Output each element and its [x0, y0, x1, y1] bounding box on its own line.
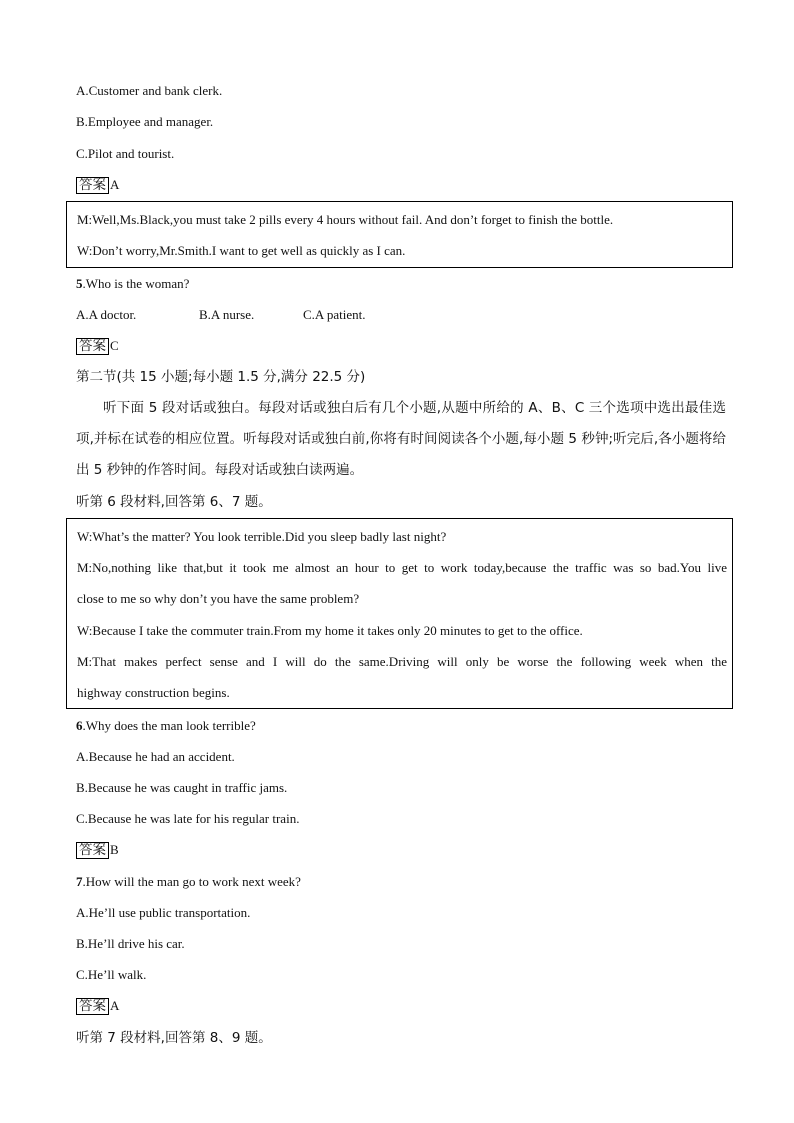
transcript-box-6: [66, 518, 733, 709]
question-number: 5: [76, 276, 83, 291]
question-6: [76, 718, 256, 734]
q7-option-a: A.He’ll use public transportation.: [76, 905, 251, 920]
q4-answer: [76, 177, 119, 194]
answer-label: 答案: [76, 177, 109, 194]
q6-option-a: A.Because he had an accident.: [76, 749, 235, 764]
q5-options: [76, 307, 365, 323]
material-6-intro: 听第 6 段材料,回答第 6、7 题。: [76, 494, 272, 510]
transcript-line: M:That makes perfect sense and I will do the same.Driving will only be worse the following week when the: [77, 654, 727, 669]
question-text: .Who is the woman?: [82, 276, 190, 291]
q7-option-c: C.He’ll walk.: [76, 967, 147, 982]
answer-label: 答案: [76, 842, 109, 859]
transcript-line: M:No,nothing like that,but it took me almost an hour to get to work today,because the traffic was so bad.You live: [77, 560, 727, 575]
transcript-line: M:Well,Ms.Black,you must take 2 pills every 4 hours without fail. And don’t forget to finish the bottle.: [77, 212, 614, 227]
q4-option-c: C.Pilot and tourist.: [76, 146, 175, 161]
answer-value: C: [110, 338, 119, 353]
question-text: .How will the man go to work next week?: [82, 874, 301, 889]
section-heading: 第二节(共 15 小题;每小题 1.5 分,满分 22.5 分): [76, 369, 366, 385]
transcript-line: W:Don’t worry,Mr.Smith.I want to get well as quickly as I can.: [77, 243, 406, 258]
q5-option-c: C.A patient.: [303, 307, 366, 322]
answer-value: A: [110, 177, 120, 192]
transcript-box-5: [66, 201, 733, 268]
q7-answer: [76, 998, 119, 1015]
q6-option-b: B.Because he was caught in traffic jams.: [76, 780, 288, 795]
q4-option-a: A.Customer and bank clerk.: [76, 83, 223, 98]
q6-answer: [76, 842, 119, 859]
material-7-intro: 听第 7 段材料,回答第 8、9 题。: [76, 1030, 272, 1046]
q4-option-b: B.Employee and manager.: [76, 114, 214, 129]
transcript-line: W:Because I take the commuter train.From my home it takes only 20 minutes to get to the office.: [77, 623, 583, 638]
answer-value: B: [110, 842, 119, 857]
question-7: [76, 874, 301, 890]
question-text: .Why does the man look terrible?: [82, 718, 256, 733]
answer-value: A: [110, 998, 120, 1013]
question-number: 6: [76, 718, 83, 733]
question-5: [76, 276, 189, 292]
transcript-line: highway construction begins.: [77, 685, 230, 700]
q5-option-a: A.A doctor.: [76, 307, 137, 322]
transcript-line: close to me so why don’t you have the same problem?: [77, 591, 360, 606]
section-instructions: 听下面 5 段对话或独白。每段对话或独白后有几个小题,从题中所给的 A、B、C 三个选项中选出最佳选项,并标在试卷的相应位置。听每段对话或独白前,你将有时间阅读各个小题,每小题 5 秒钟;听完后,各小题将给出 5 秒钟的作答时间。每段对话或独白读两遍。: [76, 400, 726, 478]
q5-answer: [76, 338, 119, 355]
answer-label: 答案: [76, 998, 109, 1015]
answer-label: 答案: [76, 338, 109, 355]
question-number: 7: [76, 874, 83, 889]
transcript-line: W:What’s the matter? You look terrible.Did you sleep badly last night?: [77, 529, 447, 544]
q6-option-c: C.Because he was late for his regular train.: [76, 811, 300, 826]
q7-option-b: B.He’ll drive his car.: [76, 936, 185, 951]
q5-option-b: B.A nurse.: [199, 307, 255, 322]
